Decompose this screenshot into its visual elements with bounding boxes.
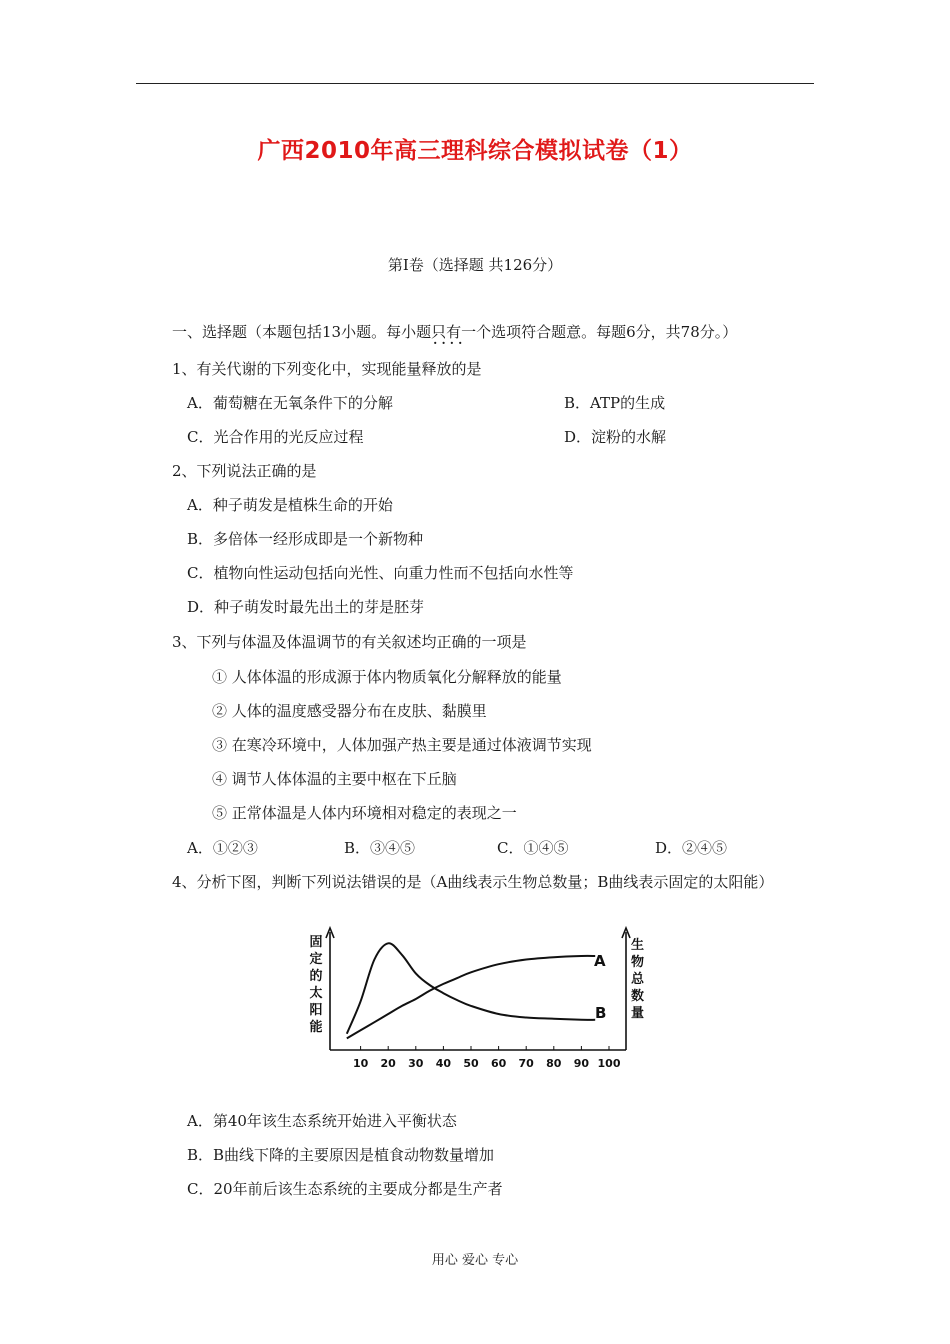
q1-option-c: C．光合作用的光反应过程: [187, 428, 364, 446]
x-tick-label: 70: [518, 1057, 534, 1070]
instructions: [172, 321, 737, 342]
q3-option-a: A．①②③: [187, 839, 258, 857]
x-tick-label: 80: [546, 1057, 562, 1070]
q2-stem: 2、下列说法正确的是: [172, 462, 317, 480]
right-axis-char: 物: [630, 955, 644, 970]
left-axis-char: 阳: [309, 1003, 323, 1018]
q3-option-d: D．②④⑤: [655, 839, 728, 857]
right-axis-char: 量: [630, 1006, 644, 1021]
x-tick-label: 50: [463, 1057, 479, 1070]
x-tick-label: 30: [408, 1057, 424, 1070]
q4-stem: 4、分析下图，判断下列说法错误的是（A曲线表示生物总数量；B曲线表示固定的太阳能）: [172, 873, 774, 891]
q3-statement-3: ③ 在寒冷环境中，人体加强产热主要是通过体液调节实现: [212, 736, 592, 754]
q2-option-c: C．植物向性运动包括向光性、向重力性而不包括向水性等: [187, 564, 574, 582]
curve-b-label: B: [595, 1004, 607, 1022]
instructions-before: 一、选择题（本题包括13小题。每小题: [172, 323, 432, 341]
left-axis-label: [309, 935, 322, 1035]
right-axis-char: 生: [630, 938, 644, 953]
instructions-emphasis: 只有一个 · ·: [431, 323, 491, 341]
left-axis-char: 能: [309, 1020, 323, 1035]
q3-statement-4: ④ 调节人体体温的主要中枢在下丘脑: [212, 770, 457, 788]
q3-statement-2: ② 人体的温度感受器分布在皮肤、黏膜里: [212, 702, 487, 720]
right-axis-label: [631, 937, 645, 1021]
q3-stem: 3、下列与体温及体温调节的有关叙述均正确的一项是: [172, 633, 527, 651]
x-tick-label: 10: [352, 1057, 369, 1070]
q3-statement-5: ⑤ 正常体温是人体内环境相对稳定的表现之一: [212, 804, 517, 822]
q3-option-b: B．③④⑤: [344, 839, 416, 857]
curve-a-label: A: [594, 952, 606, 970]
instructions-after: 选项符合题意。每题6分，共78分。）: [491, 323, 738, 341]
right-axis-char: 总: [630, 972, 644, 987]
left-axis-char: 固: [309, 935, 323, 950]
x-tick-label: 20: [380, 1057, 396, 1070]
x-tick-label: 90: [573, 1057, 590, 1070]
q4-option-b: B．B曲线下降的主要原因是植食动物数量增加: [187, 1146, 495, 1164]
q2-option-a: A．种子萌发是植株生命的开始: [187, 496, 393, 514]
page-footer: 用心 爱心 专心: [431, 1253, 519, 1268]
q1-option-d: D．淀粉的水解: [564, 428, 667, 446]
q3-option-c: C．①④⑤: [497, 839, 569, 857]
left-axis-char: 太: [309, 986, 323, 1001]
right-axis-char: 数: [630, 989, 644, 1004]
q2-option-b: B．多倍体一经形成即是一个新物种: [187, 530, 424, 548]
header-rule: [136, 83, 814, 84]
q4-option-c: C．20年前后该生态系统的主要成分都是生产者: [187, 1180, 503, 1198]
q1-option-a: A．葡萄糖在无氧条件下的分解: [187, 394, 393, 412]
q1-stem: 1、有关代谢的下列变化中，实现能量释放的是: [172, 360, 482, 378]
left-axis-char: 的: [309, 969, 323, 984]
q4-option-a: A．第40年该生态系统开始进入平衡状态: [187, 1112, 457, 1130]
q2-option-d: D．种子萌发时最先出土的芽是胚芽: [187, 598, 425, 616]
x-tick-label: 100: [597, 1057, 621, 1070]
section-heading: 第Ⅰ卷（选择题 共126分）: [387, 256, 563, 274]
left-axis-char: 定: [309, 952, 323, 967]
x-tick-label: 60: [490, 1057, 507, 1070]
page-title: 广西2010年高三理科综合模拟试卷（1）: [257, 138, 693, 164]
x-tick-label: 40: [435, 1057, 452, 1070]
ecosystem-chart: [300, 922, 644, 1074]
curve-a: [347, 956, 595, 1038]
q3-statement-1: ① 人体体温的形成源于体内物质氧化分解释放的能量: [212, 668, 562, 686]
q1-option-b: B．ATP的生成: [564, 394, 666, 412]
